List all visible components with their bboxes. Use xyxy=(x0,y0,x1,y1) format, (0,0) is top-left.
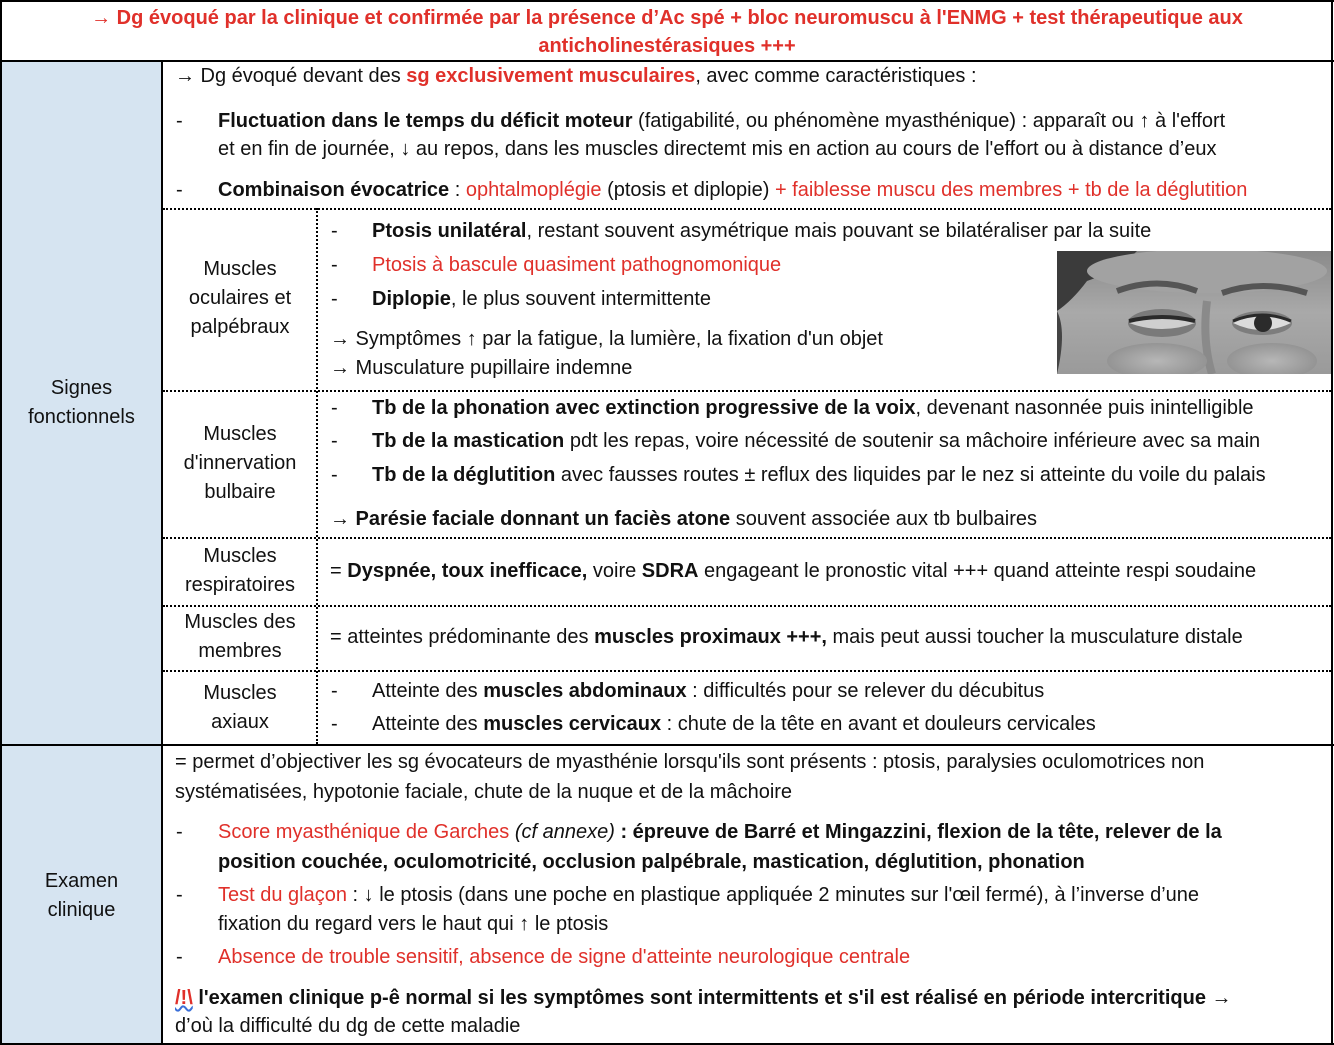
examen-intro-2: systématisées, hypotonie faciale, chute de la nuque et de la mâchoire xyxy=(175,781,793,803)
respi-line: = Dyspnée, toux inefficace, voire SDRA engageant le pronostic vital +++ quand atteinte respi soudaine xyxy=(330,560,1257,582)
bullet-dash: - xyxy=(331,288,338,310)
bullet-dash: - xyxy=(331,254,338,276)
absence-line: Absence de trouble sensitif, absence de signe d'atteinte neurologique centrale xyxy=(218,946,911,968)
symptomes-line: → Symptômes ↑ par la fatigue, la lumière, la fixation d'un objet xyxy=(330,328,883,350)
combi-line: Combinaison évocatrice : ophtalmoplégie (ptosis et diplopie) + faiblesse muscu des membres + tb de la déglutition xyxy=(218,179,1248,201)
ptosis-photo-drawing xyxy=(1057,251,1331,374)
warning-icon: /!\ xyxy=(175,987,193,1009)
divider-membres-top xyxy=(163,605,1331,607)
bascule-line: Ptosis à bascule quasiment pathognomonique xyxy=(372,254,782,276)
bulbaire-label: Muscles d'innervation bulbaire xyxy=(183,423,297,503)
warning-line-2: d’où la difficulté du dg de cette maladie xyxy=(175,1015,521,1037)
divider-oculaires-top xyxy=(163,208,1331,210)
examen-label: Examen clinique xyxy=(44,870,119,921)
header-line-2: anticholinestérasiques +++ xyxy=(538,35,796,57)
border-top xyxy=(0,0,1334,2)
paresie-line: → Parésie faciale donnant un faciès atone souvent associée aux tb bulbaires xyxy=(330,508,1037,530)
bullet-dash: - xyxy=(176,821,183,843)
bullet-dash: - xyxy=(331,220,338,242)
respi-label: Muscles respiratoires xyxy=(184,545,296,596)
ptosis-line: Ptosis unilatéral, restant souvent asymétrique mais pouvant se bilatéraliser par la suite xyxy=(372,220,1152,242)
deglutition-line: Tb de la déglutition avec fausses routes ± reflux des liquides par le nez si atteinte du voile du palais xyxy=(372,464,1266,486)
ptosis-patient-photo xyxy=(1057,251,1331,374)
fluct-line-1: Fluctuation dans le temps du déficit moteur (fatigabilité, ou phénomène myasthénique) : apparaît ou ↑ à l'effort xyxy=(218,110,1226,132)
divider-bulbaire-top xyxy=(163,390,1331,392)
header-line-1: → Dg évoqué par la clinique et confirmée par la présence d’Ac spé + bloc neuromuscu à l'ENMG + test thérapeutique aux xyxy=(91,7,1243,29)
diplopie-line: Diplopie, le plus souvent intermittente xyxy=(372,288,712,310)
axiaux-label: Muscles axiaux xyxy=(203,682,277,733)
mastication-line: Tb de la mastication pdt les repas, voire nécessité de soutenir sa mâchoire inférieure avec sa main xyxy=(372,430,1261,452)
abdominaux-line: Atteinte des muscles abdominaux : difficultés pour se relever du décubitus xyxy=(372,680,1045,702)
examen-intro-1: = permet d’objectiver les sg évocateurs de myasthénie lorsqu'ils sont présents : ptosis, paralysies oculomotrices non xyxy=(175,751,1205,773)
cervicaux-line: Atteinte des muscles cervicaux : chute de la tête en avant et douleurs cervicales xyxy=(372,713,1096,735)
divider-respi-top xyxy=(163,537,1331,539)
signes-label: Signes fonctionnels xyxy=(28,377,135,428)
bullet-dash: - xyxy=(176,884,183,906)
bullet-dash: - xyxy=(176,946,183,968)
phonation-line: Tb de la phonation avec extinction progressive de la voix, devenant nasonnée puis inintelligible xyxy=(372,397,1254,419)
bullet-dash: - xyxy=(176,179,183,201)
oculaires-label: Muscles oculaires et palpébraux xyxy=(188,258,292,338)
bullet-dash: - xyxy=(331,397,338,419)
border-between-sections xyxy=(0,744,1334,746)
signes-intro: → Dg évoqué devant des sg exclusivement musculaires, avec comme caractéristiques : xyxy=(175,65,977,87)
membres-line: = atteintes prédominante des muscles proximaux +++, mais peut aussi toucher la musculature distale xyxy=(330,626,1243,648)
glacon-line-1: Test du glaçon : ↓ le ptosis (dans une poche en plastique appliquée 2 minutes sur l'œil fermé), à l’inverse d’une xyxy=(218,884,1200,906)
divider-axiaux-top xyxy=(163,670,1331,672)
score-line-2: position couchée, oculomotricité, occlusion palpébrale, mastication, déglutition, phonation xyxy=(218,851,1085,873)
border-under-header xyxy=(0,60,1334,62)
bullet-dash: - xyxy=(331,464,338,486)
border-right xyxy=(1331,0,1333,1045)
bullet-dash: - xyxy=(331,713,338,735)
pupillaire-line: → Musculature pupillaire indemne xyxy=(330,357,633,379)
glacon-line-2: fixation du regard vers le haut qui ↑ le ptosis xyxy=(218,913,609,935)
bullet-dash: - xyxy=(176,110,183,132)
score-line-1: Score myasthénique de Garches (cf annexe) : épreuve de Barré et Mingazzini, flexion de la tête, relever de la xyxy=(218,821,1222,843)
membres-label: Muscles des membres xyxy=(184,611,296,662)
bullet-dash: - xyxy=(331,430,338,452)
warning-line-1: /!\ l'examen clinique p-ê normal si les symptômes sont intermittents et s'il est réalisé en période intercritique → xyxy=(175,987,1232,1009)
fluct-line-2: et en fin de journée, ↓ au repos, dans les muscles directemt mis en action au cours de l'effort ou à distance d’eux xyxy=(218,138,1217,160)
bullet-dash: - xyxy=(331,680,338,702)
